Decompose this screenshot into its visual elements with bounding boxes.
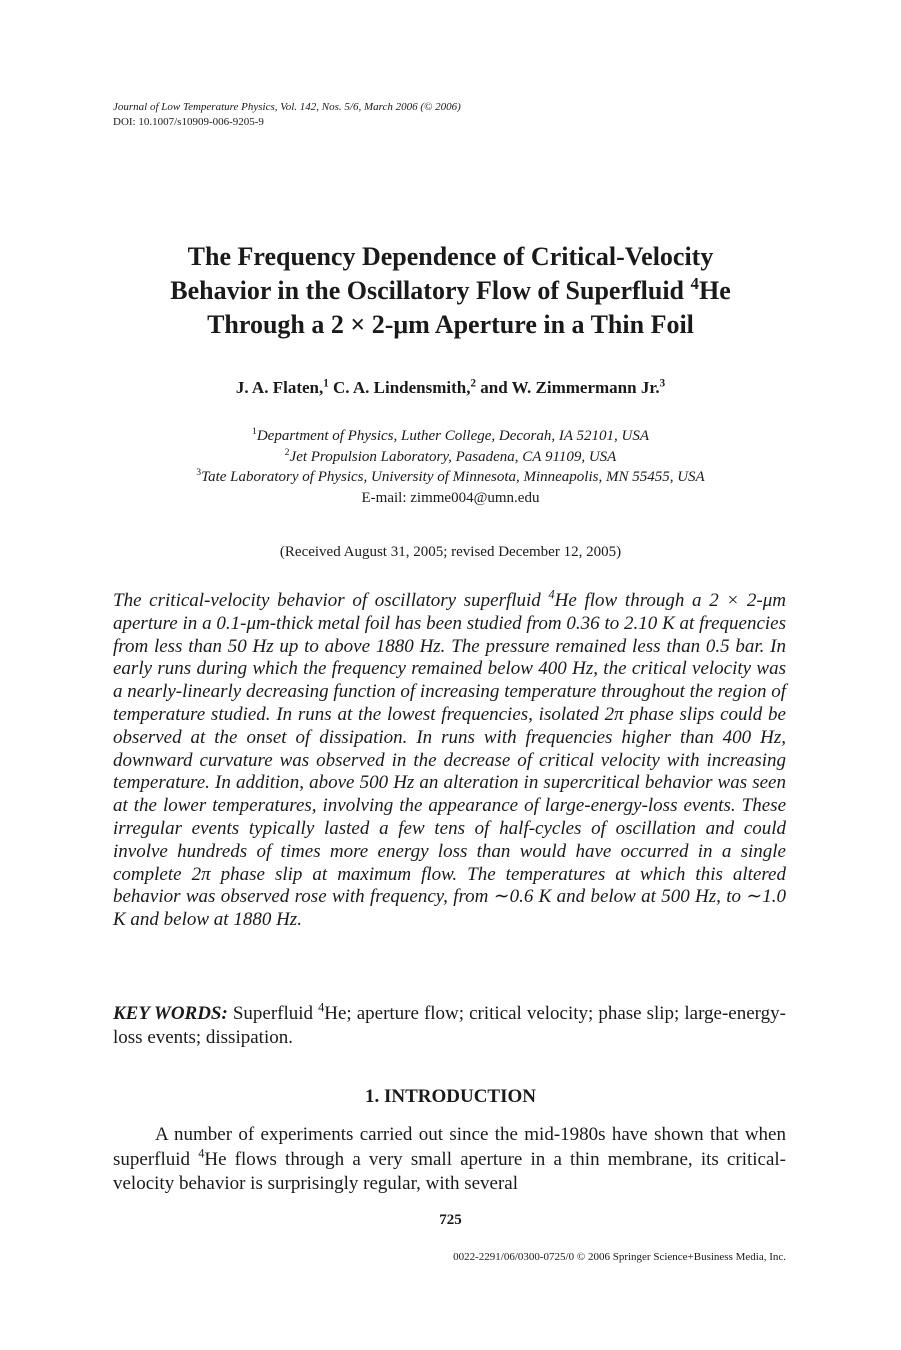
- title-line-2-end: He: [698, 276, 731, 305]
- keywords-superscript: 4: [318, 1000, 325, 1015]
- abstract: [113, 587, 787, 932]
- title-line-2-text: Behavior in the Oscillatory Flow of Superfluid: [170, 276, 691, 305]
- affiliation-mark: 2: [284, 446, 290, 458]
- author-separator: and: [476, 378, 512, 397]
- keywords-label: KEY WORDS:: [113, 1003, 228, 1024]
- paper-title: [60, 240, 841, 342]
- title-line-3: Through a 2 × 2-μm Aperture in a Thin Foil: [207, 310, 694, 339]
- affiliation: [60, 467, 841, 488]
- keywords-list: He; aperture flow; critical velocity; phase slip; large-energy-loss events; dissipation.: [113, 1003, 786, 1048]
- intro-start: A number of experiments carried out since the mid-1980s have shown that when superfluid: [113, 1124, 786, 1170]
- section-heading: 1. INTRODUCTION: [364, 1086, 537, 1107]
- intro-paragraph: [113, 1123, 786, 1197]
- affiliation-text: Jet Propulsion Laboratory, Pasadena, CA 91109, USA: [289, 448, 617, 465]
- affiliation-text: Tate Laboratory of Physics, University of Minnesota, Minneapolis, MN 55455, USA: [201, 469, 705, 485]
- abstract-superscript: 4: [548, 587, 555, 602]
- title-line-1: The Frequency Dependence of Critical-Velocity: [187, 242, 714, 271]
- affiliation: [60, 447, 841, 468]
- title-line-2: [60, 274, 841, 308]
- author-mark: 2: [470, 377, 476, 390]
- email: E-mail: zimme004@umn.edu: [361, 489, 540, 506]
- abstract-start: The critical-velocity behavior of oscillatory superfluid: [113, 590, 549, 611]
- keywords-start: Superfluid: [227, 1003, 319, 1024]
- affiliations: [60, 426, 841, 508]
- keywords: [113, 1002, 786, 1050]
- author-name: C. A. Lindensmith,: [333, 378, 471, 397]
- page-number: 725: [439, 1212, 462, 1228]
- author-name: W. Zimmermann Jr.: [511, 378, 660, 397]
- doi: DOI: 10.1007/s10909-006-9205-9: [113, 116, 264, 128]
- received-dates: (Received August 31, 2005; revised December 12, 2005): [279, 544, 622, 560]
- author-list: [60, 376, 841, 400]
- title-superscript: 4: [690, 273, 699, 293]
- affiliation: [60, 426, 841, 447]
- affiliation-text: Department of Physics, Luther College, Decorah, IA 52101, USA: [256, 428, 650, 444]
- affiliation-mark: 3: [196, 467, 202, 479]
- journal-citation: Journal of Low Temperature Physics, Vol. 142, Nos. 5/6, March 2006 (© 2006): [113, 101, 461, 113]
- author-name: J. A. Flaten,: [235, 378, 324, 397]
- copyright-line: 0022-2291/06/0300-0725/0 © 2006 Springer Science+Business Media, Inc.: [453, 1251, 786, 1263]
- intro-superscript: 4: [198, 1146, 205, 1161]
- journal-header: [113, 100, 461, 130]
- abstract-body: He flow through a 2 × 2-μm aperture in a 0.1-μm-thick metal foil has been studied from 0.36 to 2.10 K at frequencies from less than 50 Hz up to above 1880 Hz. The pressure remained less than 0.5 bar. In early runs during which the frequency remained below 400 Hz, the critical velocity was a nearly-linearly decreasing function of increasing temperature throughout the region of temperature studied. In runs at the lowest frequencies, isolated 2π phase slips could be observed at the onset of dissipation. In runs with frequencies higher than 400 Hz, downward curvature was observed in the decrease of critical velocity with increasing temperature. In addition, above 500 Hz an alteration in supercritical behavior was seen at the lower temperatures, involving the appearance of large-energy-loss events. These irregular events typically lasted a few tens of half-cycles of oscillation and could involve hundreds of times more energy loss than would have occurred in a single complete 2π phase slip at maximum flow. The temperatures at which this altered behavior was observed rose with frequency, from ∼0.6 K and below at 500 Hz, to ∼1.0 K and below at 1880 Hz.: [113, 590, 787, 931]
- author-mark: 3: [659, 377, 666, 390]
- author-mark: 1: [323, 377, 329, 390]
- intro-body: He flows through a very small aperture in a thin membrane, its critical-velocity behavior is surprisingly regular, with several: [113, 1148, 787, 1194]
- affiliation-mark: 1: [251, 426, 257, 438]
